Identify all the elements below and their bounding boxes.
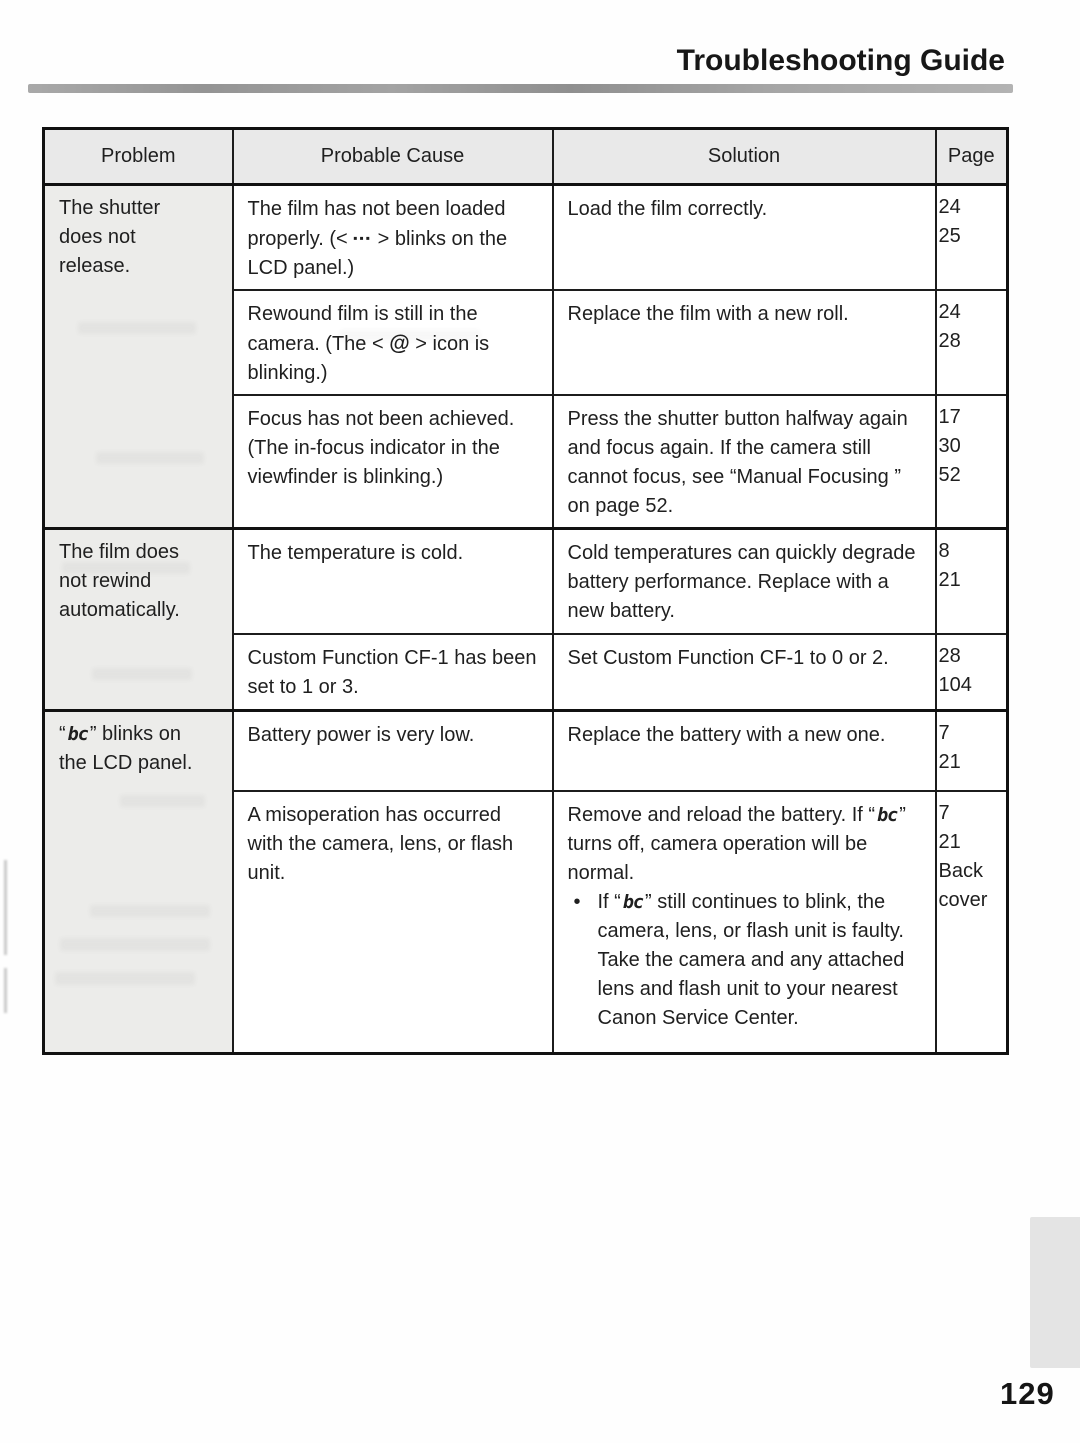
problem-text: The shutter does not release. [59,197,161,277]
solution-cell [553,791,936,1054]
problem-text: ” blinks on the LCD panel. [59,723,193,774]
cause-cell [233,711,553,791]
cause-text: A misoperation has occurred with the camera, lens, or flash unit. [247,803,514,884]
table-row [44,185,1008,291]
bc-error-code: bc [877,804,898,826]
solution-cell [553,634,936,711]
cause-cell [233,395,553,529]
page-ref: 21 [938,751,961,773]
cause-cell [233,290,553,395]
solution-cell [553,290,936,395]
problem-text: The film does not rewind automatically. [59,541,180,621]
solution-cell [553,711,936,791]
table-header-row [44,129,1008,185]
page-ref-cell [936,185,1008,291]
cause-text: Battery power is very low. [247,724,475,746]
cause-text: Focus has not been achieved. (The in-focus indicator in the viewfinder is blinking.) [247,408,515,488]
header-page: Page [936,129,1008,185]
page-ref: 30 [938,435,961,457]
page-ref-cell [936,290,1008,395]
cause-cell [233,529,553,634]
bc-error-code: bc [622,891,643,913]
problem-text: “ [59,723,66,745]
solution-text: Set Custom Function CF-1 to 0 or 2. [567,646,889,669]
page-ref: 24 [938,196,961,218]
table-row [44,711,1008,791]
section-thumb-tab [1030,1217,1080,1368]
page-ref-cell [936,791,1008,1054]
page-ref: 7 [938,722,950,744]
cause-text: > blinks on the LCD panel.) [247,228,508,279]
title-divider [28,84,1013,93]
cause-cell [233,791,553,1054]
problem-cell [44,185,233,529]
page-ref: 25 [938,225,961,247]
film-rewind-icon: @ [389,332,410,355]
page-ref: Back cover [938,859,988,911]
header-problem: Problem [44,129,233,185]
cause-text: > icon is blinking.) [247,333,490,384]
page-ref: 17 [938,406,961,428]
page-ref: 28 [938,330,961,352]
page-ref: 21 [938,830,961,853]
page-ref-cell [936,529,1008,634]
page-ref: 28 [938,644,961,667]
page-ref-cell [936,634,1008,711]
header-solution: Solution [553,129,936,185]
bc-error-code: bc [67,724,88,745]
solution-cell [553,529,936,634]
page-ref-cell [936,711,1008,791]
bullet-icon: • [573,890,581,913]
cause-text: Rewound film is still in the camera. (The < [247,303,478,355]
page-ref: 7 [938,801,950,824]
page-ref: 8 [938,540,950,562]
solution-cell [553,185,936,291]
header-cause: Probable Cause [233,129,553,185]
problem-cell [44,529,233,711]
solution-text: Remove and reload the battery. If “ bc ” turns off, camera operation will be normal. [567,803,906,884]
page-ref: 104 [938,673,972,696]
page-ref: 21 [938,569,961,591]
cause-cell [233,185,553,291]
solution-text: Press the shutter button halfway again and focus again. If the camera still cannot focus, see “Manual Focusing ” on page 52. [567,408,908,517]
scan-edge-artifact [4,860,7,955]
page-ref: 52 [938,464,961,486]
solution-text: Replace the film with a new roll. [567,303,849,325]
page-ref: 24 [938,301,961,323]
solution-cell [553,395,936,529]
solution-text: Cold temperatures can quickly degrade battery performance. Replace with a new battery. [567,542,916,622]
solution-text: Load the film correctly. [567,198,768,220]
film-load-marks-icon: ▪▪▪ [353,231,373,245]
page-title: Troubleshooting Guide [676,44,1005,77]
cause-cell [233,634,553,711]
solution-bullet-text: If “ bc ” still continues to blink, the camera, lens, or flash unit is faulty. Take the camera and any attached lens and flash unit to your nearest Canon Service Center. [597,890,905,1029]
table-row [44,529,1008,634]
solution-bullet-item [568,888,925,1033]
page-ref-cell [936,395,1008,529]
cause-text: Custom Function CF-1 has been set to 1 or 3. [247,646,537,698]
troubleshooting-table [42,127,1009,1055]
scan-edge-artifact [4,968,7,1013]
solution-text: Replace the battery with a new one. [567,724,886,746]
page-number: 129 [1000,1376,1055,1411]
problem-cell [44,711,233,1054]
cause-text: The temperature is cold. [247,542,464,564]
cause-text: The film has not been loaded properly. (< [247,198,506,250]
